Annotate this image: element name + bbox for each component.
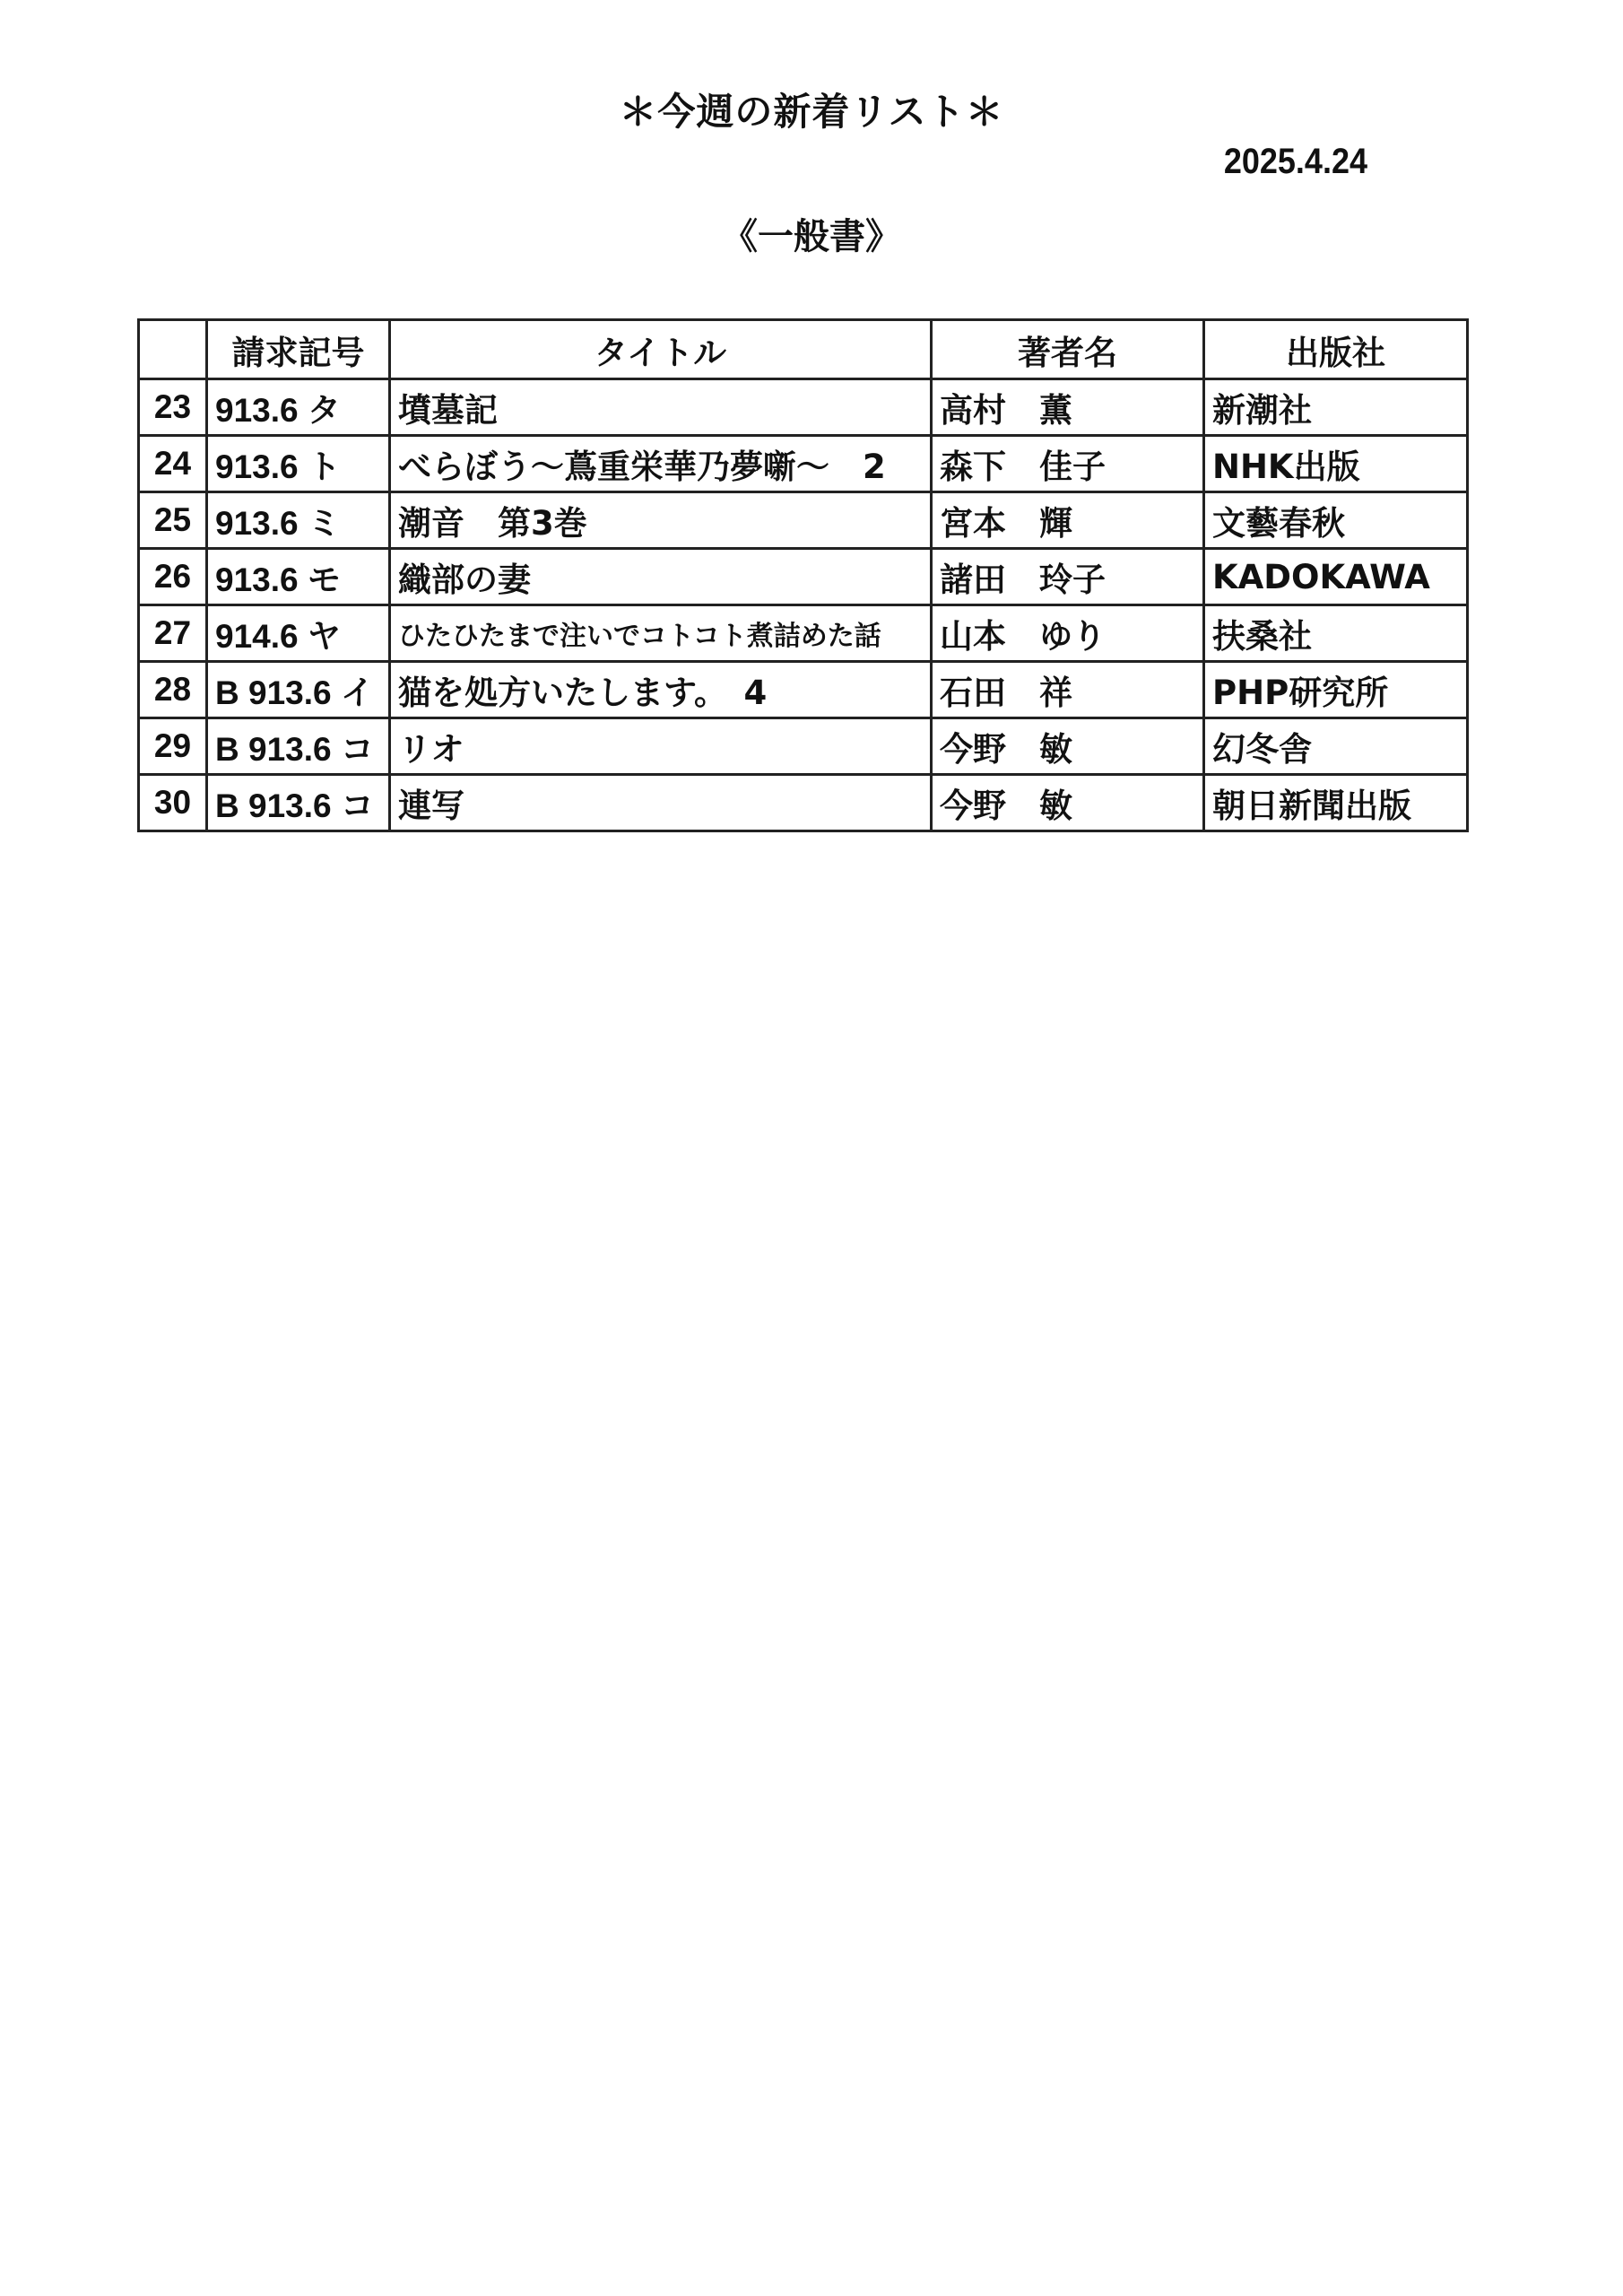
section-heading: 《一般書》	[722, 216, 901, 257]
call-number: B 913.6 イ	[207, 662, 390, 718]
row-number: 29	[139, 718, 207, 775]
table-row	[139, 775, 1468, 831]
table-row	[139, 379, 1468, 436]
book-title: ひたひたまで注いでコトコト煮詰めた話	[390, 605, 932, 662]
author-name: 今野 敏	[932, 718, 1204, 775]
call-number: 913.6 ミ	[207, 492, 390, 549]
row-number: 25	[139, 492, 207, 549]
book-title: 連写	[390, 775, 932, 831]
author-name: 石田 祥	[932, 662, 1204, 718]
publisher-name: 幻冬舎	[1204, 718, 1468, 775]
header-title: タイトル	[390, 320, 932, 379]
header-author: 著者名	[932, 320, 1204, 379]
call-number: 913.6 モ	[207, 549, 390, 605]
row-number: 23	[139, 379, 207, 436]
publisher-name: KADOKAWA	[1204, 549, 1468, 605]
row-number: 30	[139, 775, 207, 831]
book-title: べらぼう～蔦重栄華乃夢噺～ 2	[390, 436, 932, 492]
call-number: 914.6 ヤ	[207, 605, 390, 662]
publisher-name: 朝日新聞出版	[1204, 775, 1468, 831]
table-header-row	[139, 320, 1468, 379]
call-number: B 913.6 コ	[207, 718, 390, 775]
new-books-table	[137, 318, 1469, 832]
header-number	[139, 320, 207, 379]
call-number: 913.6 タ	[207, 379, 390, 436]
header-publisher: 出版社	[1204, 320, 1468, 379]
header-call-number: 請求記号	[207, 320, 390, 379]
author-name: 山本 ゆり	[932, 605, 1204, 662]
row-number: 28	[139, 662, 207, 718]
table-row	[139, 662, 1468, 718]
row-number: 27	[139, 605, 207, 662]
row-number: 26	[139, 549, 207, 605]
table-row	[139, 605, 1468, 662]
call-number: 913.6 ト	[207, 436, 390, 492]
publisher-name: 新潮社	[1204, 379, 1468, 436]
call-number: B 913.6 コ	[207, 775, 390, 831]
author-name: 高村 薫	[932, 379, 1204, 436]
publisher-name: NHK出版	[1204, 436, 1468, 492]
author-name: 森下 佳子	[932, 436, 1204, 492]
author-name: 宮本 輝	[932, 492, 1204, 549]
book-title: 猫を処方いたします。 4	[390, 662, 932, 718]
publisher-name: 扶桑社	[1204, 605, 1468, 662]
table-row	[139, 549, 1468, 605]
book-title: 墳墓記	[390, 379, 932, 436]
document-date: 2025.4.24	[1223, 142, 1367, 181]
author-name: 諸田 玲子	[932, 549, 1204, 605]
publisher-name: 文藝春秋	[1204, 492, 1468, 549]
author-name: 今野 敏	[932, 775, 1204, 831]
book-title: 潮音 第3巻	[390, 492, 932, 549]
row-number: 24	[139, 436, 207, 492]
table-row	[139, 436, 1468, 492]
table-row	[139, 492, 1468, 549]
book-title: リオ	[390, 718, 932, 775]
book-title: 織部の妻	[390, 549, 932, 605]
page-title: ＊今週の新着リスト＊	[619, 90, 1004, 134]
table-row	[139, 718, 1468, 775]
publisher-name: PHP研究所	[1204, 662, 1468, 718]
